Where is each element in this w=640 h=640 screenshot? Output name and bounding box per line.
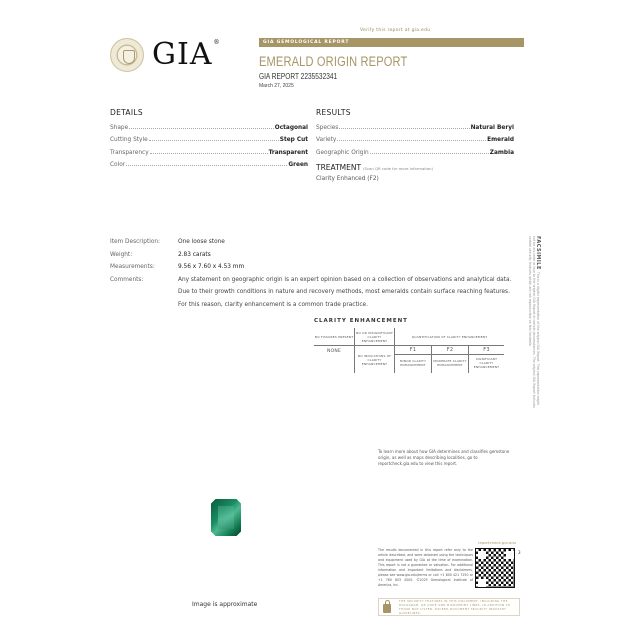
clarity-title: CLARITY ENHANCEMENT [314, 318, 408, 324]
lock-icon [383, 604, 391, 613]
results-row: Variety Emerald [316, 137, 514, 143]
details-section [110, 108, 308, 168]
qr-number: 3 [518, 550, 521, 555]
legal-text: The results documented in this report refer only to the article described, and were obtained using the techniques and equipment used by GIA at the time of examination. This report is not a guarantee or valuation. For additional information and important limitations and disclaimers, please see www.gia.edu/terms or call +1 800 421 7250 or +1 760 603 4500. ©2025 Gemological Institute of America, Inc. [378, 548, 473, 587]
report-date: March 27, 2025 [259, 83, 294, 89]
reportcheck-link[interactable]: reportcheck.gia.edu [478, 540, 517, 545]
gia-seal-icon [110, 38, 144, 72]
results-title: RESULTS [316, 108, 351, 117]
desc-row: Weight: 2.83 carats [110, 251, 211, 258]
security-notice: THE SECURITY FEATURES IN THIS DOCUMENT, INCLUDING THE HOLOGRAM, QR CODE AND MICROPRINT LINES, IN ADDITION TO THOSE NOT LISTED, EXCEED DOCUMENT SECURITY INDUSTRY GUIDELINES. [378, 598, 520, 616]
details-title: DETAILS [110, 108, 143, 117]
desc-row: Item Description: One loose stone [110, 239, 225, 245]
emerald-image [211, 499, 241, 536]
results-row: Species Natural Beryl [316, 124, 514, 131]
qr-code-icon[interactable] [475, 548, 515, 588]
desc-row: Comments: Any statement on geographic origin is an expert opinion based on a collection of observations and analytical data. Due to their growth conditions in nature and recovery methods, most emeralds contain surface reaching features. For this reason, clarity enhancement is a common trade practice. [110, 276, 512, 308]
verify-link[interactable]: Verify this report at gia.edu [360, 28, 431, 33]
treatment-value: Clarity Enhanced (F2) [316, 176, 379, 182]
details-row: Cutting Style Step Cut [110, 137, 308, 143]
report-number: GIA REPORT 2235532341 [259, 72, 338, 81]
learn-more-text: To learn more about how GIA determines and classifies gemstone origin, as well as maps describing localities, go to reportcheck.gia.edu to view this report. [378, 449, 510, 466]
details-row: Transparency Transparent [110, 149, 308, 156]
desc-row: Measurements: 9.56 x 7.60 x 4.53 mm [110, 264, 245, 270]
details-row: Color Green [110, 162, 308, 168]
gia-wordmark: GIA® [152, 37, 221, 72]
details-row: Shape Octagonal [110, 124, 308, 131]
description-section [110, 236, 520, 311]
image-caption: Image is approximate [192, 601, 258, 608]
clarity-table: NO FISSURES PRESENT NO OR INSIGNIFICANT CLARITY ENHANCEMENT QUANTIFICATION OF CLARITY ENHANCEMENT NONE NO INDICATIONS OF CLARITY ENHANCEMENT F1 F2 F3 MINOR CLARITY ENHANCEMENT MODERATE CLARITY ENHANCEMENT SIGNIFICANT CLARITY ENHANCEMENT [314, 328, 504, 373]
report-type-bar: GIA GEMOLOGICAL REPORT [259, 38, 524, 47]
gia-logo [110, 38, 220, 72]
results-section [316, 108, 514, 156]
treatment-heading: TREATMENT (Scan QR code for more information) [316, 163, 434, 172]
clarity-none: NONE [327, 349, 341, 354]
results-row: Geographic Origin Zambia [316, 149, 514, 156]
facsimile-notice: FACSIMILEThis is a digital representation of the original GIA Report. This representation might not be accurate or true to the original GIA Report in certain circumstances. The original GIA Report includes certain security features which are not reproducible on this facsimile. [528, 236, 541, 408]
report-title: EMERALD ORIGIN REPORT [259, 54, 408, 69]
